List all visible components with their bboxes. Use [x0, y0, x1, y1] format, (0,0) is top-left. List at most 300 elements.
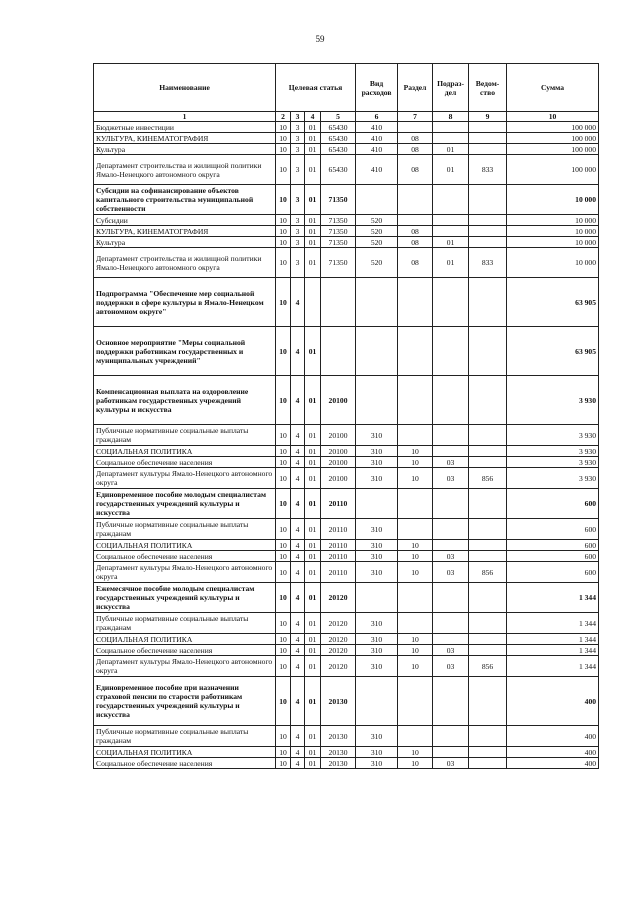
- row-subsection-cell: [433, 634, 469, 645]
- row-code-cell: 71350: [321, 215, 356, 226]
- row-section-cell: [398, 613, 433, 634]
- table-row: [94, 583, 599, 613]
- row-code-cell: 4: [291, 376, 305, 425]
- row-subsection-cell: [433, 747, 469, 758]
- row-department-cell: 856: [469, 656, 507, 677]
- row-code-cell: 4: [291, 583, 305, 613]
- row-code-cell: 01: [305, 634, 321, 645]
- row-expense-type-cell: 410: [356, 133, 398, 144]
- row-section-cell: 08: [398, 133, 433, 144]
- row-code-cell: 4: [291, 747, 305, 758]
- row-section-cell: [398, 519, 433, 540]
- column-number: 10: [507, 112, 599, 122]
- row-name-cell: Департамент культуры Ямало-Ненецкого автономного округа: [94, 656, 276, 677]
- row-name-cell: Бюджетные инвестиции: [94, 122, 276, 133]
- row-code-cell: 20110: [321, 489, 356, 519]
- table-row: [94, 278, 599, 327]
- row-code-cell: 65430: [321, 155, 356, 185]
- row-name-cell: СОЦИАЛЬНАЯ ПОЛИТИКА: [94, 446, 276, 457]
- row-code-cell: 01: [305, 726, 321, 747]
- row-department-cell: [469, 747, 507, 758]
- row-code-cell: 10: [276, 144, 291, 155]
- row-section-cell: [398, 677, 433, 726]
- row-code-cell: [321, 327, 356, 376]
- row-subsection-cell: 03: [433, 656, 469, 677]
- row-sum-cell: 63 905: [507, 278, 599, 327]
- row-subsection-cell: [433, 278, 469, 327]
- row-code-cell: 10: [276, 613, 291, 634]
- table-row: [94, 562, 599, 583]
- row-department-cell: [469, 215, 507, 226]
- table-row: [94, 613, 599, 634]
- row-section-cell: 10: [398, 634, 433, 645]
- row-code-cell: 20100: [321, 376, 356, 425]
- row-code-cell: 20100: [321, 457, 356, 468]
- table-row: [94, 122, 599, 133]
- row-code-cell: 10: [276, 155, 291, 185]
- row-department-cell: [469, 237, 507, 248]
- row-sum-cell: 600: [507, 562, 599, 583]
- row-section-cell: 08: [398, 144, 433, 155]
- row-section-cell: 08: [398, 248, 433, 278]
- table-row: [94, 133, 599, 144]
- row-department-cell: [469, 457, 507, 468]
- row-department-cell: [469, 278, 507, 327]
- row-sum-cell: 400: [507, 747, 599, 758]
- row-code-cell: 10: [276, 758, 291, 769]
- row-section-cell: [398, 327, 433, 376]
- row-expense-type-cell: 310: [356, 468, 398, 489]
- row-expense-type-cell: 310: [356, 645, 398, 656]
- row-subsection-cell: 03: [433, 645, 469, 656]
- row-section-cell: [398, 215, 433, 226]
- row-section-cell: 08: [398, 226, 433, 237]
- row-department-cell: [469, 677, 507, 726]
- row-expense-type-cell: [356, 376, 398, 425]
- row-subsection-cell: [433, 327, 469, 376]
- row-code-cell: 01: [305, 376, 321, 425]
- row-name-cell: Компенсационная выплата на оздоровление работникам государственных учреждений культуры и искусства: [94, 376, 276, 425]
- column-number: 4: [305, 112, 321, 122]
- row-section-cell: [398, 185, 433, 215]
- row-code-cell: 01: [305, 656, 321, 677]
- row-code-cell: 10: [276, 645, 291, 656]
- row-code-cell: 01: [305, 540, 321, 551]
- row-code-cell: 10: [276, 489, 291, 519]
- table-row: [94, 758, 599, 769]
- row-subsection-cell: [433, 376, 469, 425]
- row-name-cell: Департамент культуры Ямало-Ненецкого автономного округа: [94, 562, 276, 583]
- row-code-cell: 01: [305, 468, 321, 489]
- row-code-cell: 4: [291, 468, 305, 489]
- table-row: [94, 248, 599, 278]
- column-number: 7: [398, 112, 433, 122]
- row-code-cell: 20100: [321, 425, 356, 446]
- row-code-cell: 4: [291, 278, 305, 327]
- row-code-cell: 71350: [321, 185, 356, 215]
- row-code-cell: 01: [305, 489, 321, 519]
- row-code-cell: 01: [305, 237, 321, 248]
- row-code-cell: 10: [276, 634, 291, 645]
- row-name-cell: Единовременное пособие при назначении страховой пенсии по старости работникам государственных учреждений культуры и искусства: [94, 677, 276, 726]
- row-code-cell: 10: [276, 562, 291, 583]
- row-code-cell: [305, 278, 321, 327]
- row-subsection-cell: [433, 613, 469, 634]
- table-row: [94, 457, 599, 468]
- row-subsection-cell: [433, 122, 469, 133]
- table-row: [94, 468, 599, 489]
- row-section-cell: 10: [398, 747, 433, 758]
- row-code-cell: 10: [276, 376, 291, 425]
- row-sum-cell: 1 344: [507, 645, 599, 656]
- row-name-cell: Публичные нормативные социальные выплаты гражданам: [94, 519, 276, 540]
- row-name-cell: Основное мероприятие "Меры социальной поддержки работникам государственных и муниципальных учреждений": [94, 327, 276, 376]
- row-name-cell: Единовременное пособие молодым специалистам государственных учреждений культуры и искусства: [94, 489, 276, 519]
- row-subsection-cell: 03: [433, 468, 469, 489]
- row-sum-cell: 1 344: [507, 583, 599, 613]
- row-expense-type-cell: 410: [356, 155, 398, 185]
- row-expense-type-cell: [356, 185, 398, 215]
- row-code-cell: 4: [291, 425, 305, 446]
- row-code-cell: 4: [291, 677, 305, 726]
- row-subsection-cell: [433, 215, 469, 226]
- row-sum-cell: 1 344: [507, 613, 599, 634]
- header-name: Наименование: [94, 64, 276, 112]
- table-row: [94, 726, 599, 747]
- row-expense-type-cell: 310: [356, 457, 398, 468]
- row-sum-cell: 400: [507, 677, 599, 726]
- table-row: [94, 185, 599, 215]
- row-sum-cell: 3 930: [507, 457, 599, 468]
- row-expense-type-cell: 310: [356, 613, 398, 634]
- row-code-cell: 01: [305, 327, 321, 376]
- row-department-cell: [469, 758, 507, 769]
- table-row: [94, 519, 599, 540]
- row-section-cell: 08: [398, 155, 433, 185]
- row-code-cell: 3: [291, 215, 305, 226]
- row-name-cell: Социальное обеспечение населения: [94, 645, 276, 656]
- row-name-cell: Подпрограмма "Обеспечение мер социальной поддержки в сфере культуры в Ямало-Ненецком автономном округе": [94, 278, 276, 327]
- row-code-cell: 20120: [321, 634, 356, 645]
- row-name-cell: Культура: [94, 144, 276, 155]
- row-section-cell: 10: [398, 645, 433, 656]
- row-department-cell: [469, 122, 507, 133]
- row-subsection-cell: [433, 425, 469, 446]
- row-code-cell: 01: [305, 562, 321, 583]
- row-expense-type-cell: 310: [356, 551, 398, 562]
- column-number: 8: [433, 112, 469, 122]
- table-row: [94, 376, 599, 425]
- row-code-cell: 71350: [321, 248, 356, 278]
- row-department-cell: [469, 551, 507, 562]
- row-name-cell: Культура: [94, 237, 276, 248]
- table-row: [94, 446, 599, 457]
- row-code-cell: 10: [276, 237, 291, 248]
- row-subsection-cell: 03: [433, 457, 469, 468]
- row-code-cell: 3: [291, 122, 305, 133]
- row-name-cell: КУЛЬТУРА, КИНЕМАТОГРАФИЯ: [94, 226, 276, 237]
- row-code-cell: 10: [276, 327, 291, 376]
- row-code-cell: 10: [276, 425, 291, 446]
- row-expense-type-cell: 310: [356, 747, 398, 758]
- row-department-cell: [469, 133, 507, 144]
- row-sum-cell: 100 000: [507, 122, 599, 133]
- row-subsection-cell: [433, 133, 469, 144]
- table-row: [94, 677, 599, 726]
- column-number: 1: [94, 112, 276, 122]
- row-sum-cell: 10 000: [507, 248, 599, 278]
- row-code-cell: 4: [291, 519, 305, 540]
- table-row: [94, 656, 599, 677]
- row-department-cell: [469, 645, 507, 656]
- row-expense-type-cell: [356, 278, 398, 327]
- row-department-cell: [469, 519, 507, 540]
- row-code-cell: 65430: [321, 144, 356, 155]
- row-subsection-cell: [433, 583, 469, 613]
- row-code-cell: 10: [276, 583, 291, 613]
- row-department-cell: [469, 613, 507, 634]
- row-code-cell: 01: [305, 226, 321, 237]
- row-sum-cell: 600: [507, 540, 599, 551]
- row-code-cell: 10: [276, 677, 291, 726]
- row-subsection-cell: [433, 489, 469, 519]
- row-code-cell: 01: [305, 551, 321, 562]
- row-sum-cell: 100 000: [507, 155, 599, 185]
- row-code-cell: 01: [305, 677, 321, 726]
- row-code-cell: 01: [305, 747, 321, 758]
- row-code-cell: 65430: [321, 133, 356, 144]
- row-code-cell: 10: [276, 446, 291, 457]
- row-name-cell: Субсидии на софинансирование объектов капитального строительства муниципальной собственности: [94, 185, 276, 215]
- table-row: [94, 144, 599, 155]
- row-code-cell: 71350: [321, 226, 356, 237]
- row-sum-cell: 400: [507, 726, 599, 747]
- row-code-cell: 20130: [321, 758, 356, 769]
- row-name-cell: Субсидии: [94, 215, 276, 226]
- row-expense-type-cell: 310: [356, 519, 398, 540]
- row-code-cell: 20130: [321, 726, 356, 747]
- row-expense-type-cell: 310: [356, 656, 398, 677]
- row-department-cell: [469, 446, 507, 457]
- row-department-cell: [469, 726, 507, 747]
- row-name-cell: Департамент строительства и жилищной политики Ямало-Ненецкого автономного округа: [94, 155, 276, 185]
- row-department-cell: 856: [469, 562, 507, 583]
- row-code-cell: 10: [276, 540, 291, 551]
- row-code-cell: 10: [276, 726, 291, 747]
- table-row: [94, 425, 599, 446]
- row-code-cell: 20130: [321, 747, 356, 758]
- row-code-cell: 20100: [321, 446, 356, 457]
- row-name-cell: СОЦИАЛЬНАЯ ПОЛИТИКА: [94, 747, 276, 758]
- table-row: [94, 327, 599, 376]
- row-subsection-cell: [433, 519, 469, 540]
- budget-table: [93, 63, 599, 769]
- row-code-cell: 4: [291, 551, 305, 562]
- row-section-cell: [398, 425, 433, 446]
- row-code-cell: 4: [291, 446, 305, 457]
- row-code-cell: 01: [305, 248, 321, 278]
- row-name-cell: Социальное обеспечение населения: [94, 457, 276, 468]
- row-section-cell: 10: [398, 457, 433, 468]
- row-section-cell: 10: [398, 758, 433, 769]
- row-department-cell: [469, 425, 507, 446]
- row-code-cell: 20110: [321, 519, 356, 540]
- row-code-cell: 01: [305, 583, 321, 613]
- row-code-cell: 20120: [321, 613, 356, 634]
- row-code-cell: 10: [276, 519, 291, 540]
- row-name-cell: Публичные нормативные социальные выплаты гражданам: [94, 613, 276, 634]
- row-code-cell: 3: [291, 237, 305, 248]
- row-department-cell: [469, 144, 507, 155]
- row-code-cell: 01: [305, 215, 321, 226]
- table-row: [94, 215, 599, 226]
- header-sum: Сумма: [507, 64, 599, 112]
- row-department-cell: [469, 226, 507, 237]
- row-subsection-cell: [433, 185, 469, 215]
- row-department-cell: [469, 376, 507, 425]
- table-row: [94, 747, 599, 758]
- row-expense-type-cell: 310: [356, 726, 398, 747]
- row-name-cell: Департамент культуры Ямало-Ненецкого автономного округа: [94, 468, 276, 489]
- row-code-cell: 4: [291, 645, 305, 656]
- row-section-cell: 10: [398, 540, 433, 551]
- row-name-cell: Публичные нормативные социальные выплаты гражданам: [94, 726, 276, 747]
- row-name-cell: Социальное обеспечение населения: [94, 758, 276, 769]
- row-department-cell: [469, 489, 507, 519]
- row-expense-type-cell: 310: [356, 758, 398, 769]
- row-code-cell: 10: [276, 215, 291, 226]
- row-sum-cell: 600: [507, 519, 599, 540]
- row-code-cell: 10: [276, 133, 291, 144]
- row-expense-type-cell: 520: [356, 237, 398, 248]
- row-code-cell: 10: [276, 656, 291, 677]
- row-expense-type-cell: 520: [356, 226, 398, 237]
- table-row: [94, 634, 599, 645]
- row-department-cell: [469, 327, 507, 376]
- row-code-cell: 10: [276, 457, 291, 468]
- row-code-cell: 10: [276, 551, 291, 562]
- row-code-cell: 10: [276, 248, 291, 278]
- row-code-cell: 01: [305, 425, 321, 446]
- table-row: [94, 645, 599, 656]
- header-expense-type: Вид расходов: [356, 64, 398, 112]
- row-subsection-cell: 01: [433, 248, 469, 278]
- column-number: 9: [469, 112, 507, 122]
- row-section-cell: [398, 489, 433, 519]
- row-code-cell: 4: [291, 758, 305, 769]
- row-subsection-cell: [433, 446, 469, 457]
- row-expense-type-cell: [356, 489, 398, 519]
- row-sum-cell: 3 930: [507, 468, 599, 489]
- column-number: 5: [321, 112, 356, 122]
- table-row: [94, 155, 599, 185]
- row-code-cell: 10: [276, 122, 291, 133]
- row-subsection-cell: 03: [433, 551, 469, 562]
- row-code-cell: 10: [276, 226, 291, 237]
- row-code-cell: 20120: [321, 645, 356, 656]
- header-department: Ведом-ство: [469, 64, 507, 112]
- table-row: [94, 237, 599, 248]
- column-number: 3: [291, 112, 305, 122]
- row-sum-cell: 600: [507, 489, 599, 519]
- row-subsection-cell: [433, 540, 469, 551]
- row-department-cell: 856: [469, 468, 507, 489]
- row-code-cell: 3: [291, 144, 305, 155]
- row-subsection-cell: [433, 677, 469, 726]
- row-section-cell: [398, 278, 433, 327]
- row-section-cell: [398, 583, 433, 613]
- row-sum-cell: 10 000: [507, 237, 599, 248]
- row-name-cell: СОЦИАЛЬНАЯ ПОЛИТИКА: [94, 540, 276, 551]
- row-code-cell: 4: [291, 489, 305, 519]
- row-code-cell: 01: [305, 144, 321, 155]
- row-sum-cell: 1 344: [507, 634, 599, 645]
- row-section-cell: 10: [398, 562, 433, 583]
- row-subsection-cell: 01: [433, 237, 469, 248]
- row-code-cell: 01: [305, 645, 321, 656]
- row-department-cell: 833: [469, 155, 507, 185]
- row-expense-type-cell: 310: [356, 446, 398, 457]
- row-sum-cell: 1 344: [507, 656, 599, 677]
- row-name-cell: Публичные нормативные социальные выплаты гражданам: [94, 425, 276, 446]
- row-code-cell: 4: [291, 327, 305, 376]
- row-code-cell: 01: [305, 613, 321, 634]
- row-section-cell: [398, 376, 433, 425]
- row-code-cell: 10: [276, 278, 291, 327]
- row-sum-cell: 3 930: [507, 425, 599, 446]
- row-name-cell: КУЛЬТУРА, КИНЕМАТОГРАФИЯ: [94, 133, 276, 144]
- row-code-cell: 3: [291, 185, 305, 215]
- row-expense-type-cell: [356, 327, 398, 376]
- row-sum-cell: 100 000: [507, 144, 599, 155]
- column-number: 2: [276, 112, 291, 122]
- header-target: Целевая статья: [276, 64, 356, 112]
- row-department-cell: [469, 583, 507, 613]
- row-department-cell: [469, 185, 507, 215]
- row-subsection-cell: [433, 726, 469, 747]
- row-code-cell: 20120: [321, 583, 356, 613]
- row-code-cell: 4: [291, 613, 305, 634]
- row-expense-type-cell: 310: [356, 562, 398, 583]
- row-department-cell: 833: [469, 248, 507, 278]
- row-department-cell: [469, 540, 507, 551]
- row-code-cell: 3: [291, 155, 305, 185]
- header-subsection: Подраз-дел: [433, 64, 469, 112]
- row-code-cell: 10: [276, 747, 291, 758]
- row-section-cell: 10: [398, 468, 433, 489]
- row-code-cell: 20110: [321, 562, 356, 583]
- page-number: 59: [315, 34, 325, 44]
- row-code-cell: 20120: [321, 656, 356, 677]
- row-sum-cell: 400: [507, 758, 599, 769]
- row-code-cell: 01: [305, 122, 321, 133]
- row-code-cell: 20130: [321, 677, 356, 726]
- row-code-cell: 71350: [321, 237, 356, 248]
- row-code-cell: 01: [305, 519, 321, 540]
- row-code-cell: 4: [291, 726, 305, 747]
- row-subsection-cell: 03: [433, 562, 469, 583]
- row-sum-cell: 3 930: [507, 446, 599, 457]
- header-section: Раздел: [398, 64, 433, 112]
- header-row: [94, 64, 599, 112]
- row-code-cell: 4: [291, 457, 305, 468]
- row-name-cell: Социальное обеспечение населения: [94, 551, 276, 562]
- row-expense-type-cell: 410: [356, 122, 398, 133]
- row-section-cell: 10: [398, 446, 433, 457]
- table-row: [94, 551, 599, 562]
- row-section-cell: [398, 122, 433, 133]
- row-code-cell: 01: [305, 446, 321, 457]
